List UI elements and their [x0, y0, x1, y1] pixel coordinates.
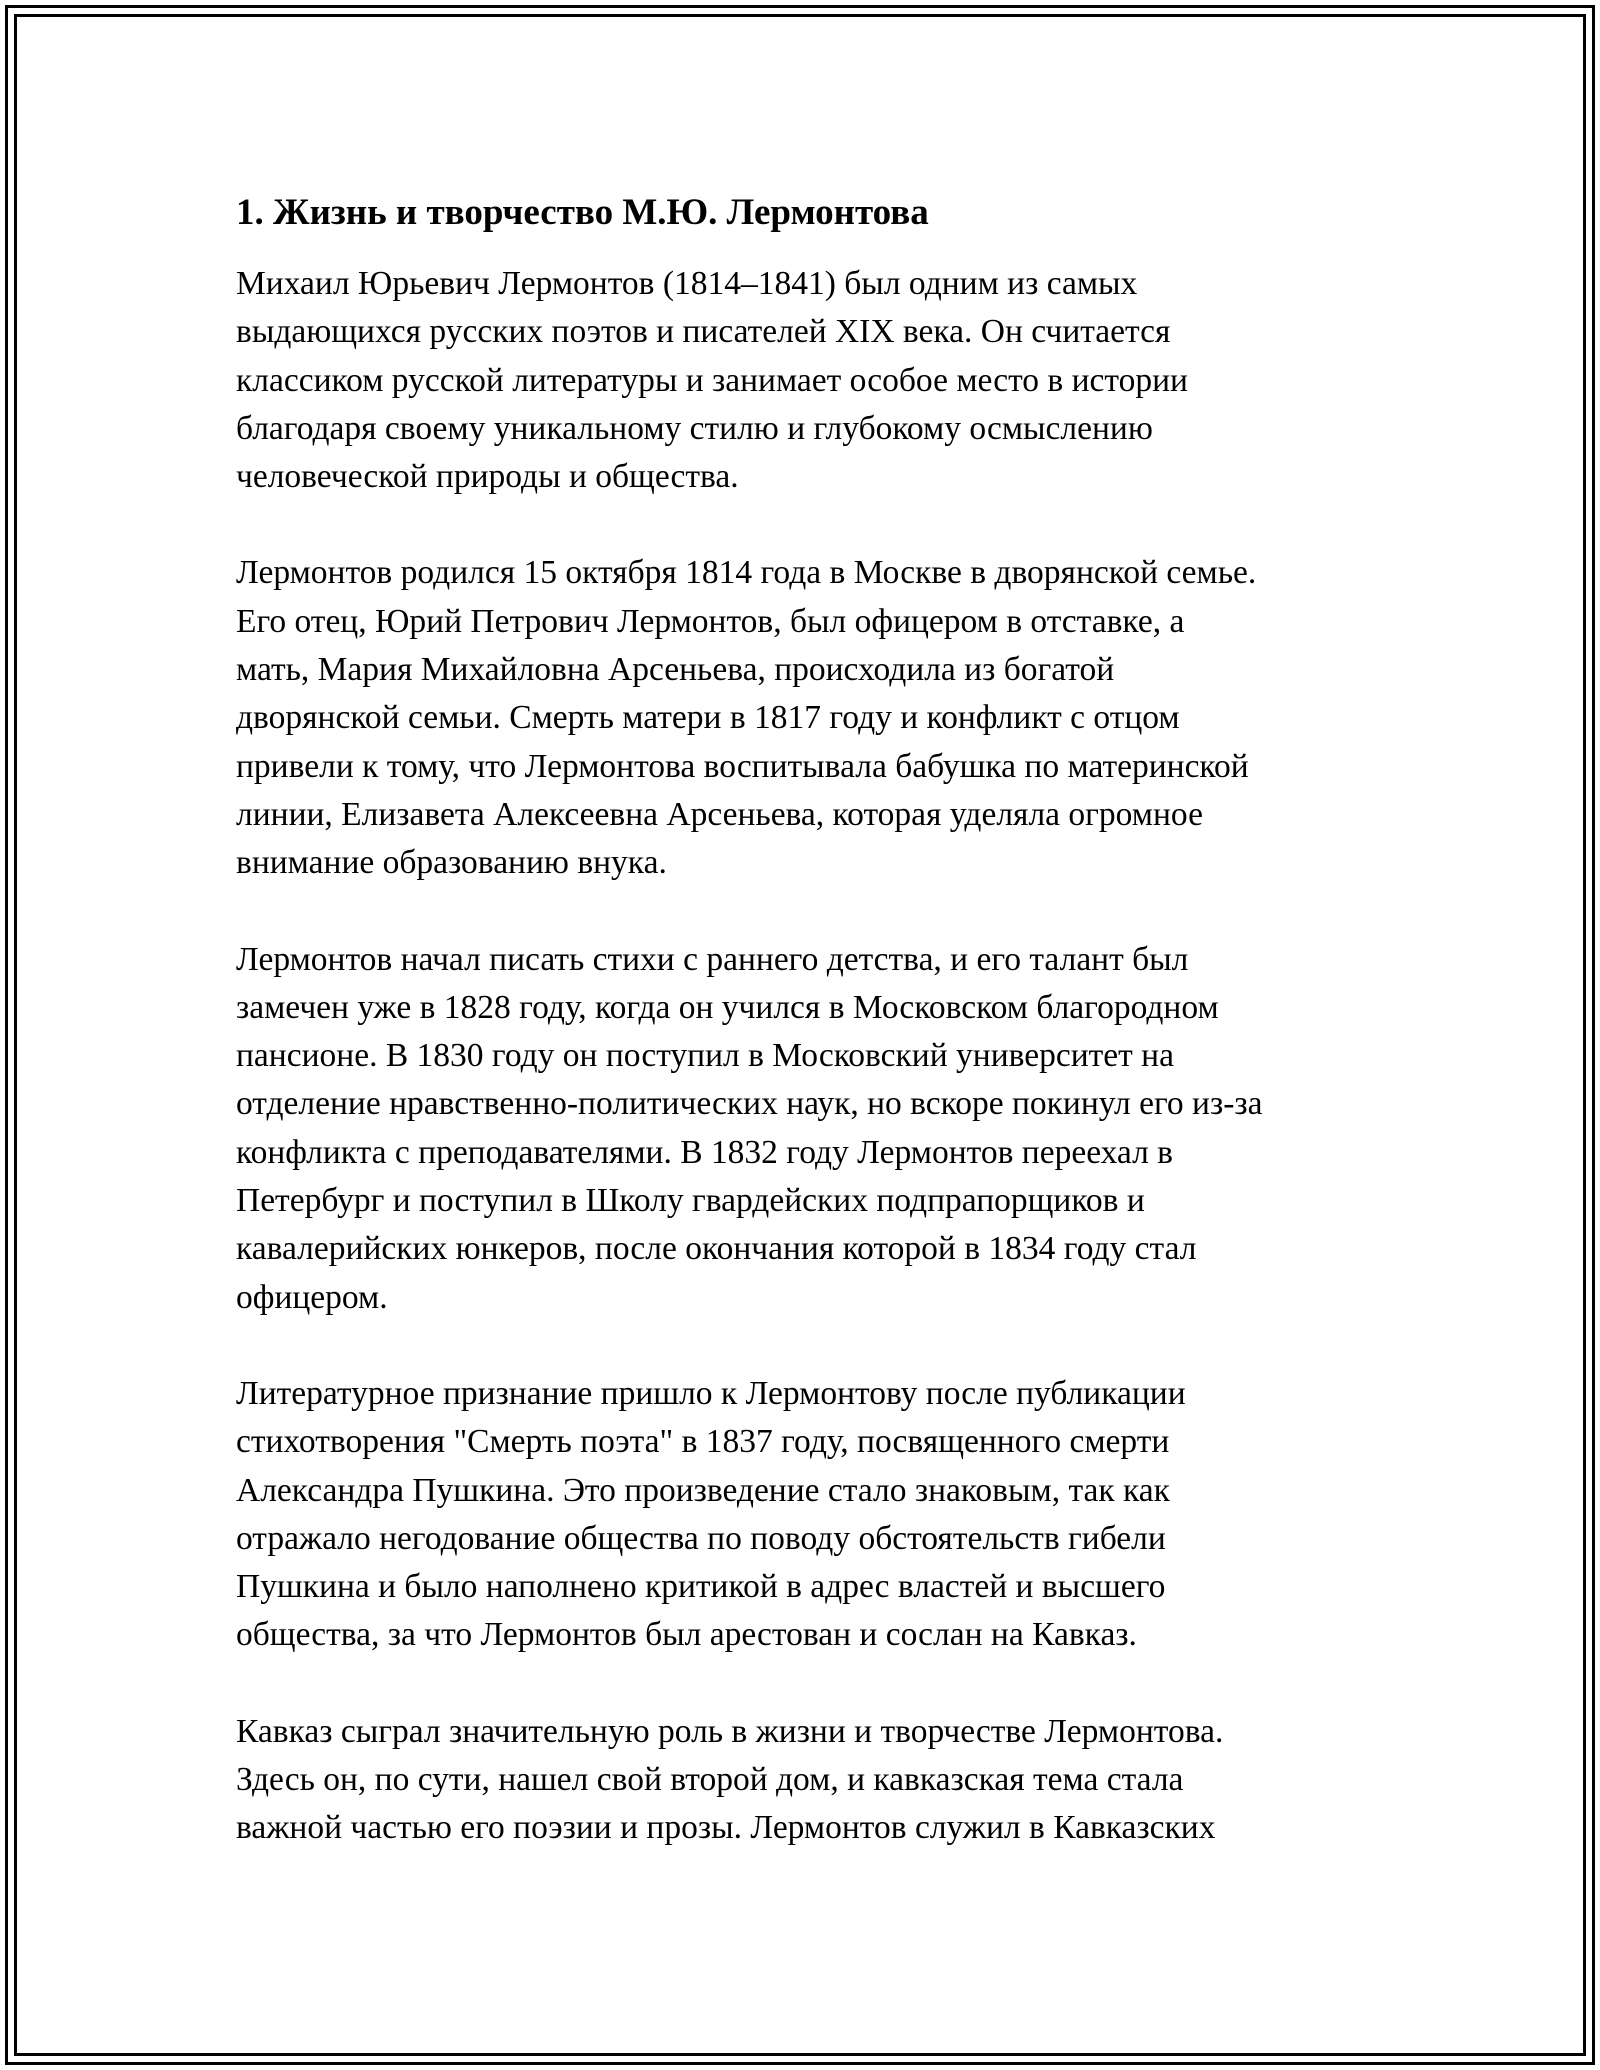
text-line: отделение нравственно-политических наук, но вскоре покинул его из-за — [236, 1085, 1263, 1123]
text-line: мать, Мария Михайловна Арсеньева, происходила из богатой — [236, 651, 1115, 689]
text-line: линии, Елизавета Алексеевна Арсеньева, которая уделяла огромное — [236, 795, 1203, 833]
text-line: Кавказ сыграл значительную роль в жизни и творчестве Лермонтова. — [236, 1712, 1224, 1750]
text-line: благодаря своему уникальному стилю и глубокому осмыслению — [236, 409, 1153, 447]
text-line: Лермонтов родился 15 октября 1814 года в Москве в дворянской семье. — [236, 554, 1257, 592]
text-line: выдающихся русских поэтов и писателей XIX века. Он считается — [236, 313, 1171, 351]
text-line: кавалерийских юнкеров, после окончания которой в 1834 году стал — [236, 1230, 1197, 1268]
text-line: Петербург и поступил в Школу гвардейских подпрапорщиков и — [236, 1182, 1145, 1220]
text-line: конфликта с преподавателями. В 1832 году Лермонтов переехал в — [236, 1133, 1174, 1171]
text-line: отражало негодование общества по поводу обстоятельств гибели — [236, 1519, 1166, 1557]
paragraph-1 — [236, 260, 1376, 501]
text-line: Его отец, Юрий Петрович Лермонтов, был офицером в отставке, а — [236, 602, 1185, 640]
text-line: классиком русской литературы и занимает особое место в истории — [236, 361, 1188, 399]
text-line: Здесь он, по сути, нашел свой второй дом, и кавказская тема стала — [236, 1761, 1184, 1799]
paragraph-2 — [236, 549, 1376, 887]
paragraph-3 — [236, 936, 1376, 1322]
text-line: замечен уже в 1828 году, когда он учился в Московском благородном — [236, 988, 1219, 1026]
text-line: дворянской семьи. Смерть матери в 1817 году и конфликт с отцом — [236, 699, 1180, 737]
section-heading: 1. Жизнь и творчество М.Ю. Лермонтова — [236, 192, 929, 233]
text-line: пансионе. В 1830 году он поступил в Московский университет на — [236, 1037, 1174, 1075]
paragraph-4 — [236, 1370, 1376, 1660]
text-line: важной частью его поэзии и прозы. Лермонтов служил в Кавказских — [236, 1809, 1216, 1847]
document-body — [236, 188, 1376, 1901]
text-line: Лермонтов начал писать стихи с раннего детства, и его талант был — [236, 940, 1189, 978]
text-line: человеческой природы и общества. — [236, 458, 739, 496]
text-line: внимание образованию внука. — [236, 844, 667, 882]
text-line: общества, за что Лермонтов был арестован и сослан на Кавказ. — [236, 1616, 1137, 1654]
paragraph-5 — [236, 1708, 1376, 1853]
text-line: стихотворения "Смерть поэта" в 1837 году, посвященного смерти — [236, 1423, 1170, 1461]
text-line: Александра Пушкина. Это произведение стало знаковым, так как — [236, 1471, 1170, 1509]
text-line: офицером. — [236, 1278, 388, 1316]
text-line: Литературное признание пришло к Лермонтову после публикации — [236, 1374, 1186, 1412]
text-line: Михаил Юрьевич Лермонтов (1814–1841) был одним из самых — [236, 265, 1138, 302]
text-line: Пушкина и было наполнено критикой в адрес властей и высшего — [236, 1568, 1166, 1606]
text-line: привели к тому, что Лермонтова воспитывала бабушка по материнской — [236, 747, 1249, 785]
